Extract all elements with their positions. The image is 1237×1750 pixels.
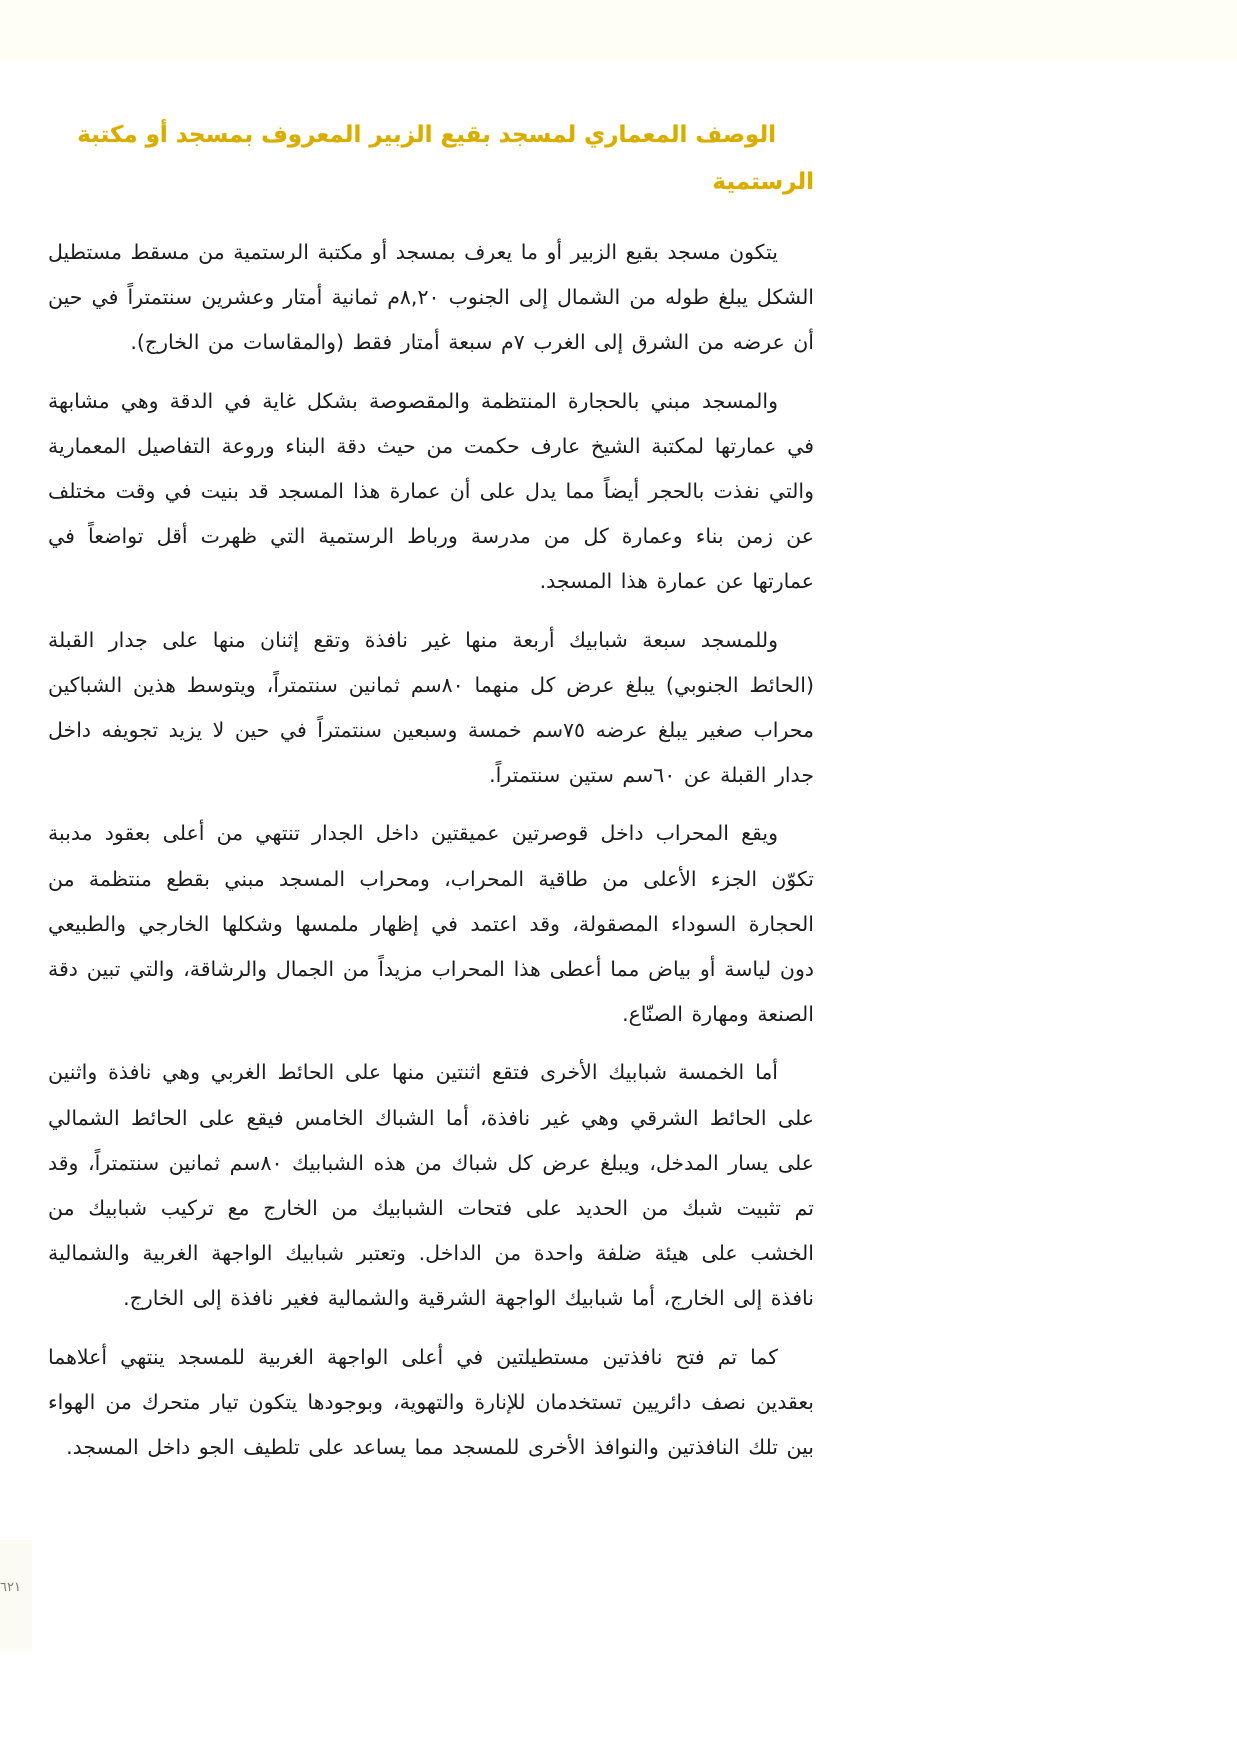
section-title-line-2: الرستمية — [712, 169, 814, 195]
section-title-line-1: الوصف المعماري لمسجد بقيع الزبير المعروف بمسجد أو مكتبة — [77, 122, 776, 148]
left-margin-edge — [0, 1540, 32, 1650]
paragraph-mihrab: ويقع المحراب داخل قوصرتين عميقتين داخل الجدار تنتهي من أعلى بعقود مدببة تكوّن الجزء الأعلى من طاقية المحراب، ومحراب المسجد مبني بقطع منتظمة من الحجارة السوداء المصقولة، وقد اعتمد في إظهار ملمسها وشكلها الخارجي والطبيعي دون لياسة أو بياض مما أعطى هذا المحراب مزيداً من الجمال والرشاقة، والتي تبين دقة الصنعة ومهارة الصنّاع. — [48, 821, 814, 1027]
page-number: ٦٢١ — [0, 1580, 21, 1595]
paragraph-construction: والمسجد مبني بالحجارة المنتظمة والمقصوصة بشكل غاية في الدقة وهي مشابهة في عمارتها لمكتبة الشيخ عارف حكمت من حيث دقة البناء وروعة التفاصيل المعمارية والتي نفذت بالحجر أيضاً مما يدل على أن عمارة هذا المسجد قد بنيت في وقت مختلف عن زمن بناء وعمارة كل من مدرسة ورباط الرستمية التي ظهرت أقل تواضعاً في عمارتها عن عمارة هذا المسجد. — [48, 388, 814, 594]
paragraph-other-windows: أما الخمسة شبابيك الأخرى فتقع اثنتين منها على الحائط الغربي وهي نافذة واثنين على الحائط الشرقي وهي غير نافذة، أما الشباك الخامس فيقع على الحائط الشمالي على يسار المدخل، ويبلغ عرض كل شباك من هذه الشبابيك ٨٠سم ثمانين سنتمتراً، وقد تم تثبيت شبك من الحديد على فتحات الشبابيك من الخارج مع تركيب شبابيك من الخشب على هيئة ضلفة واحدة من الداخل. وتعتبر شبابيك الواجهة الغربية والشمالية نافذة إلى الخارج، أما شبابيك الواجهة الشرقية والشمالية فغير نافذة إلى الخارج. — [48, 1060, 815, 1311]
paragraph-upper-openings: كما تم فتح نافذتين مستطيلتين في أعلى الواجهة الغربية للمسجد ينتهي أعلاهما بعقدين نصف دائريين تستخدمان للإنارة والتهوية، وبوجودها يتكون تيار متحرك من الهواء بين تلك النافذتين والنوافذ الأخرى للمسجد مما يساعد على تلطيف الجو داخل المسجد. — [48, 1344, 814, 1460]
paragraph-windows-qibla: وللمسجد سبعة شبابيك أربعة منها غير نافذة وتقع إثنان منها على جدار القبلة (الحائط الجنوبي) يبلغ عرض كل منهما ٨٠سم ثمانين سنتمتراً، ويتوسط هذين الشباكين محراب صغير يبلغ عرضه ٧٥سم خمسة وسبعين سنتمتراً في حين لا يزيد تجويفه داخل جدار القبلة عن ٦٠سم ستين سنتمتراً. — [48, 627, 814, 788]
section-title — [48, 112, 814, 206]
document-page — [48, 112, 814, 1483]
top-margin-band — [0, 0, 1237, 62]
paragraph-dimensions: يتكون مسجد بقيع الزبير أو ما يعرف بمسجد أو مكتبة الرستمية من مسقط مستطيل الشكل يبلغ طوله من الشمال إلى الجنوب ٨,٢٠م ثمانية أمتار وعشرين سنتمتراً في حين أن عرضه من الشرق إلى الغرب ٧م سبعة أمتار فقط (والمقاسات من الخارج). — [48, 240, 815, 355]
